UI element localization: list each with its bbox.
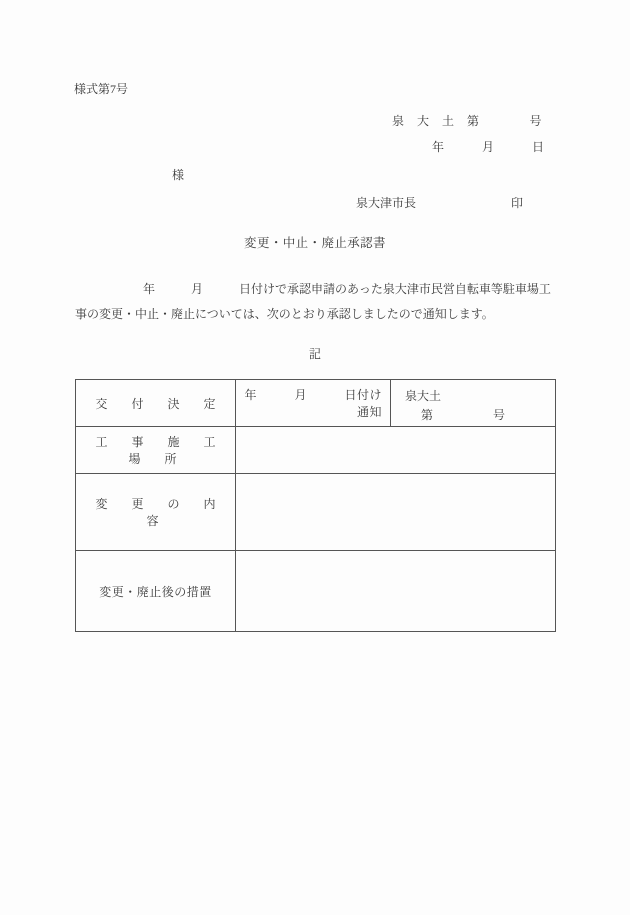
approval-details-table xyxy=(75,379,556,632)
form-number: 様式第7号 xyxy=(74,82,129,96)
addressee-honorific: 様 xyxy=(172,168,185,182)
serial-prefix: 泉大土 xyxy=(405,388,442,403)
signer-name: 泉大津市長 xyxy=(356,196,417,210)
body-paragraph: 年 月 日付けで承認申請のあった泉大津市民営自転車等駐車場工事の変更・中止・廃止については、次のとおり承認しましたので通知します。 xyxy=(75,282,551,321)
table-row xyxy=(76,474,556,551)
change-content-input-cell[interactable] xyxy=(236,474,556,551)
row-label-text: 変 更 の 内 容 xyxy=(95,497,240,528)
serial-number: 第 号 xyxy=(421,407,506,422)
post-change-measures-input-cell[interactable] xyxy=(236,551,556,632)
row-label-change-content xyxy=(76,474,240,551)
row-label-post-change-measures xyxy=(76,551,236,632)
construction-site-input-cell[interactable] xyxy=(236,427,556,474)
table-row xyxy=(76,427,556,474)
document-date: 年 月 日 xyxy=(432,140,545,154)
row-label-text: 工 事 施 工 場 所 xyxy=(95,435,240,466)
grant-decision-serial-cell[interactable] xyxy=(391,380,556,427)
row-label-text: 変更・廃止後の措置 xyxy=(99,584,212,599)
document-number: 泉 大 土 第 号 xyxy=(392,114,543,128)
ki-marker: 記 xyxy=(308,347,321,361)
row-label-construction-site xyxy=(76,427,240,474)
table-row xyxy=(76,551,556,632)
grant-decision-date-cell[interactable]: 年 月 日付け通知 xyxy=(236,380,391,427)
row-label-grant-decision xyxy=(76,380,236,427)
row-label-text: 交 付 決 定 xyxy=(95,396,222,411)
table-row xyxy=(76,380,556,427)
seal-mark: 印 xyxy=(511,196,524,210)
document-title: 変更・中止・廃止承認書 xyxy=(244,236,386,250)
